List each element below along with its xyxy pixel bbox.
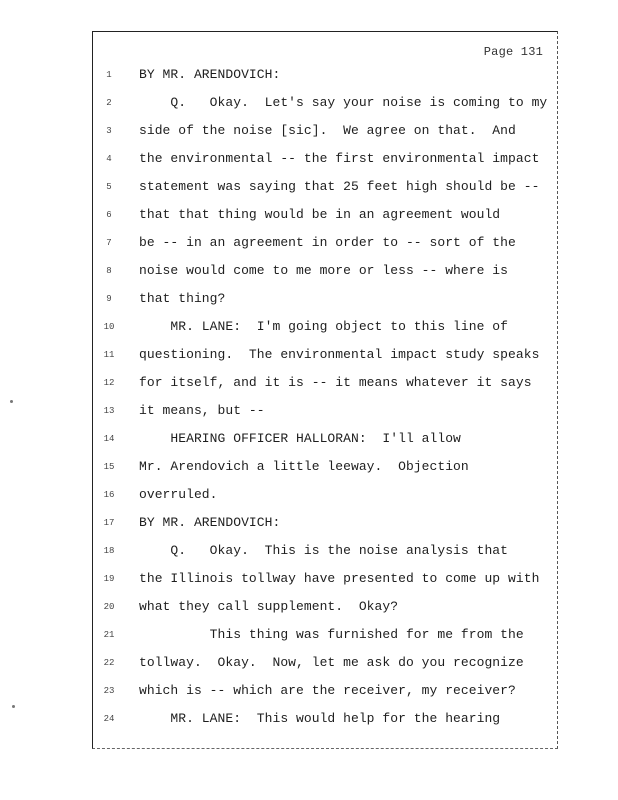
line-text: overruled. [139, 487, 218, 502]
line-number: 10 [103, 322, 115, 332]
scan-speck [12, 705, 15, 708]
transcript-line [93, 318, 559, 342]
line-text: the Illinois tollway have presented to come up with [139, 571, 540, 586]
line-text: BY MR. ARENDOVICH: [139, 67, 281, 82]
line-text: HEARING OFFICER HALLORAN: I'll allow [139, 431, 461, 446]
line-number: 3 [106, 126, 112, 136]
line-number: 4 [106, 154, 112, 164]
line-number: 7 [106, 238, 112, 248]
line-text: questioning. The environmental impact study speaks [139, 347, 540, 362]
line-text: it means, but -- [139, 403, 265, 418]
line-text: that that thing would be in an agreement would [139, 207, 501, 222]
page-number: Page 131 [483, 45, 543, 59]
line-number: 15 [103, 462, 115, 472]
line-text: Q. Okay. Let's say your noise is coming to my [139, 95, 548, 110]
line-number: 13 [103, 406, 115, 416]
transcript-line [93, 206, 559, 230]
transcript-line [93, 654, 559, 678]
line-text: the environmental -- the first environmental impact [139, 151, 540, 166]
line-text: MR. LANE: This would help for the hearing [139, 711, 501, 726]
transcript-line [93, 514, 559, 538]
transcript-line [93, 94, 559, 118]
transcript-line [93, 290, 559, 314]
transcript-page [92, 31, 558, 749]
line-number: 11 [103, 350, 115, 360]
line-text: which is -- which are the receiver, my receiver? [139, 683, 516, 698]
line-number: 2 [106, 98, 112, 108]
line-text: be -- in an agreement in order to -- sort of the [139, 235, 516, 250]
transcript-line [93, 430, 559, 454]
line-text: This thing was furnished for me from the [139, 627, 524, 642]
scan-speck [10, 400, 13, 403]
transcript-line [93, 402, 559, 426]
line-text: Q. Okay. This is the noise analysis that [139, 543, 509, 558]
line-number: 17 [103, 518, 115, 528]
transcript-line [93, 122, 559, 146]
line-number: 12 [103, 378, 115, 388]
transcript-line [93, 346, 559, 370]
transcript-line [93, 682, 559, 706]
line-number: 14 [103, 434, 115, 444]
transcript-line [93, 626, 559, 650]
line-text: MR. LANE: I'm going object to this line of [139, 319, 509, 334]
transcript-line [93, 710, 559, 734]
transcript-line [93, 486, 559, 510]
transcript-line [93, 598, 559, 622]
line-number: 21 [103, 630, 115, 640]
transcript-line [93, 262, 559, 286]
line-text: for itself, and it is -- it means whatever it says [139, 375, 532, 390]
transcript-line [93, 66, 559, 90]
line-text: noise would come to me more or less -- where is [139, 263, 509, 278]
line-text: side of the noise [sic]. We agree on that. And [139, 123, 516, 138]
transcript-line [93, 234, 559, 258]
line-number: 22 [103, 658, 115, 668]
line-number: 9 [106, 294, 112, 304]
transcript-line [93, 570, 559, 594]
line-number: 5 [106, 182, 112, 192]
line-text: that thing? [139, 291, 226, 306]
transcript-line [93, 458, 559, 482]
line-number: 8 [106, 266, 112, 276]
line-number: 19 [103, 574, 115, 584]
line-number: 24 [103, 714, 115, 724]
line-number: 16 [103, 490, 115, 500]
line-text: statement was saying that 25 feet high should be -- [139, 179, 540, 194]
transcript-line [93, 150, 559, 174]
line-text: Mr. Arendovich a little leeway. Objection [139, 459, 469, 474]
transcript-line [93, 542, 559, 566]
line-number: 6 [106, 210, 112, 220]
line-number: 1 [106, 70, 112, 80]
line-text: tollway. Okay. Now, let me ask do you recognize [139, 655, 524, 670]
line-number: 23 [103, 686, 115, 696]
line-text: what they call supplement. Okay? [139, 599, 399, 614]
transcript-line [93, 374, 559, 398]
line-number: 18 [103, 546, 115, 556]
line-number: 20 [103, 602, 115, 612]
line-text: BY MR. ARENDOVICH: [139, 515, 281, 530]
transcript-line [93, 178, 559, 202]
